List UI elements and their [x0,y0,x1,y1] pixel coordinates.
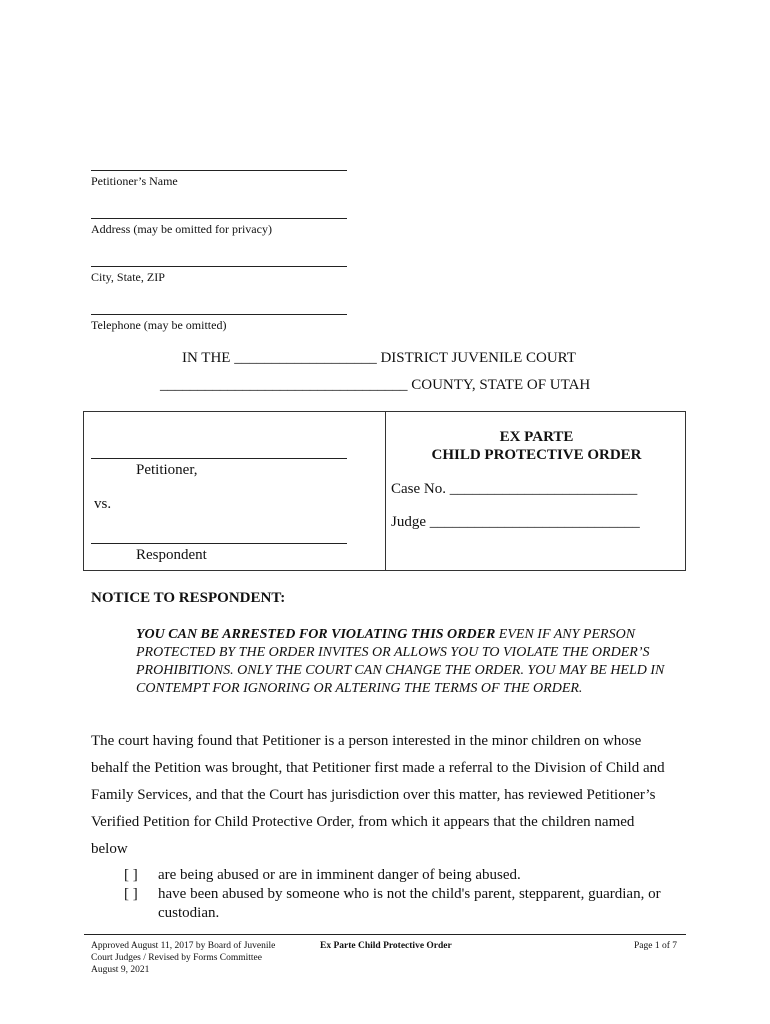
address-label: Address (may be omitted for privacy) [91,222,272,236]
footer-approval-line: Approved August 11, 2017 by Board of Juvenile [91,941,276,951]
notice-text [136,626,684,698]
checkbox-marker[interactable]: [ ] [124,867,138,883]
paragraph-line: Family Services, and that the Court has jurisdiction over this matter, has reviewed Petitioner’s [91,787,656,803]
checkbox-abused-by-other[interactable] [124,885,684,923]
judge-field[interactable]: Judge ____________________________ [391,514,640,530]
court-line-1: IN THE ___________________ DISTRICT JUVENILE COURT [182,350,576,366]
notice-heading: NOTICE TO RESPONDENT: [91,590,286,606]
vs-label: vs. [94,496,112,512]
address-line[interactable] [91,218,347,219]
petitioner-caption-line[interactable] [91,458,347,459]
footer-approval [91,940,301,976]
footer-approval-line: Court Judges / Revised by Forms Committee [91,953,262,963]
order-title-line-1: EX PARTE [499,429,574,445]
notice-bold-text: YOU CAN BE ARRESTED FOR VIOLATING THIS ORDER [136,627,496,642]
respondent-caption-label: Respondent [136,547,207,563]
city-state-zip-line[interactable] [91,266,347,267]
notice-rest-text: EVEN IF ANY PERSON PROTECTED BY THE ORDER INVITES OR ALLOWS YOU TO VIOLATE THE ORDER’S PROHIBITIONS. ONLY THE COURT CAN CHANGE THE ORDER. YOU MAY BE HELD IN CONTEMPT FOR IGNORING OR ALTERING THE TERMS OF THE ORDER. [136,627,665,696]
order-title-line-2: CHILD PROTECTIVE ORDER [431,447,642,463]
paragraph-line: behalf the Petition was brought, that Petitioner first made a referral to the Division of Child and [91,760,665,776]
respondent-caption-line[interactable] [91,543,347,544]
footer-rule [84,934,686,935]
checkbox-marker[interactable]: [ ] [124,886,138,902]
footer-page-number: Page 1 of 7 [634,941,678,951]
case-caption-box [83,411,686,571]
city-state-zip-label: City, State, ZIP [91,270,165,284]
petitioner-name-label: Petitioner’s Name [91,174,178,188]
footer-approval-line: August 9, 2021 [91,965,150,975]
case-number-field[interactable]: Case No. _________________________ [391,481,638,497]
checkbox-text: have been abused by someone who is not the child's parent, stepparent, guardian, or custodian. [158,886,661,921]
petitioner-caption-label: Petitioner, [136,462,198,478]
telephone-line[interactable] [91,314,347,315]
paragraph-line: Verified Petition for Child Protective Order, from which it appears that the children named [91,814,635,830]
footer-form-title: Ex Parte Child Protective Order [320,941,452,951]
paragraph-line: below [91,841,128,857]
checkbox-text: are being abused or are in imminent danger of being abused. [158,867,521,883]
checkbox-abused[interactable] [124,866,684,885]
paragraph-line: The court having found that Petitioner is a person interested in the minor children on whose [91,733,642,749]
telephone-label: Telephone (may be omitted) [91,318,227,332]
court-line-2: _________________________________ COUNTY, STATE OF UTAH [160,377,591,393]
petitioner-name-line[interactable] [91,170,347,171]
findings-paragraph [91,728,681,863]
